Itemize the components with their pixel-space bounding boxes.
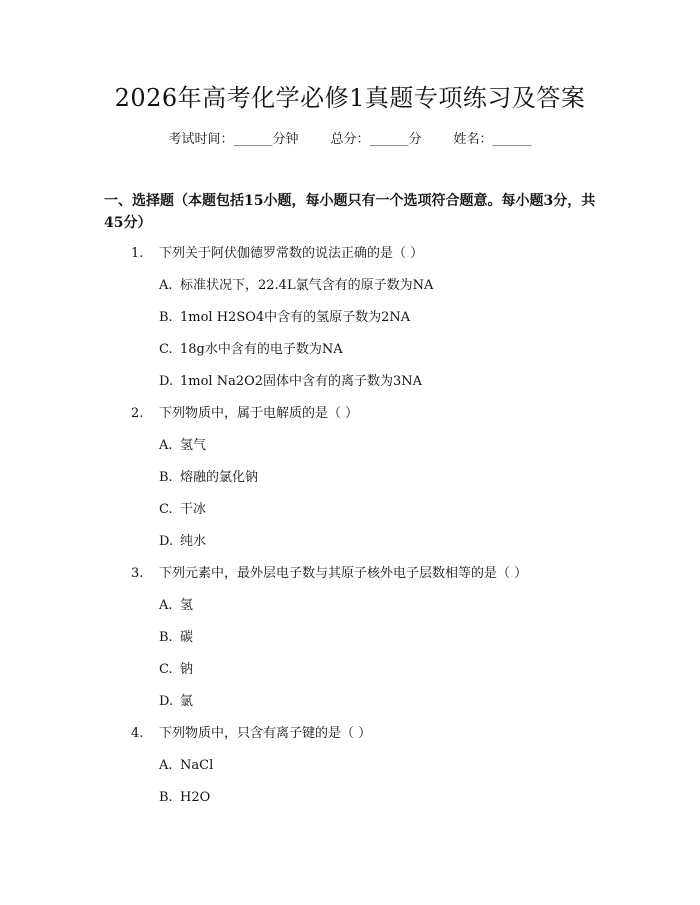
question-text: 下列物质中，属于电解质的是（ ）: [159, 406, 359, 421]
question-number: 4.: [131, 726, 144, 741]
question-text: 下列关于阿伏伽德罗常数的说法正确的是（ ）: [159, 246, 424, 261]
option-text: 氢: [180, 598, 194, 613]
question-text: 下列元素中，最外层电子数与其原子核外电子层数相等的是（ ）: [159, 566, 528, 581]
option-key: D.: [159, 694, 174, 709]
option-text: NaCl: [180, 758, 214, 773]
page-title: 2026年高考化学必修1真题专项练习及答案: [114, 84, 586, 112]
section-heading: 一、选择题（本题包括15小题，每小题只有一个选项符合题意。每小题3分，共45分）: [104, 193, 596, 231]
option-text: 钠: [180, 662, 194, 677]
question-text: 下列物质中，只含有离子键的是（ ）: [159, 726, 372, 741]
question-number: 2.: [131, 406, 144, 421]
option-key: B.: [159, 630, 173, 645]
option-key: D.: [159, 374, 174, 389]
option-key: A.: [159, 598, 173, 613]
option-key: C.: [159, 342, 173, 357]
option-text: 18g水中含有的电子数为NA: [180, 342, 343, 357]
option-key: A.: [159, 758, 173, 773]
option-text: H2O: [180, 790, 211, 805]
option-key: B.: [159, 310, 173, 325]
option-text: 1mol Na2O2固体中含有的离子数为3NA: [180, 374, 423, 389]
option-key: B.: [159, 470, 173, 485]
option-text: 碳: [180, 630, 194, 645]
exam-meta: [0, 130, 700, 150]
option-text: 熔融的氯化钠: [180, 470, 259, 485]
option-key: C.: [159, 662, 173, 677]
student-name-field: 姓名：______: [453, 132, 532, 147]
option-key: A.: [159, 278, 173, 293]
option-text: 氯: [180, 694, 194, 709]
question-number: 3.: [131, 566, 144, 581]
option-key: B.: [159, 790, 173, 805]
option-text: 1mol H2SO4中含有的氢原子数为2NA: [180, 310, 411, 325]
total-score-field: 总分：______分: [330, 132, 422, 147]
option-key: D.: [159, 534, 174, 549]
option-text: 标准状况下，22.4L氯气含有的原子数为NA: [180, 278, 434, 293]
option-text: 干冰: [180, 502, 207, 517]
question-number: 1.: [131, 246, 144, 261]
option-key: A.: [159, 438, 173, 453]
option-key: C.: [159, 502, 173, 517]
exam-time-field: 考试时间：______分钟: [168, 132, 299, 147]
option-text: 氢气: [180, 438, 207, 453]
option-text: 纯水: [180, 534, 207, 549]
